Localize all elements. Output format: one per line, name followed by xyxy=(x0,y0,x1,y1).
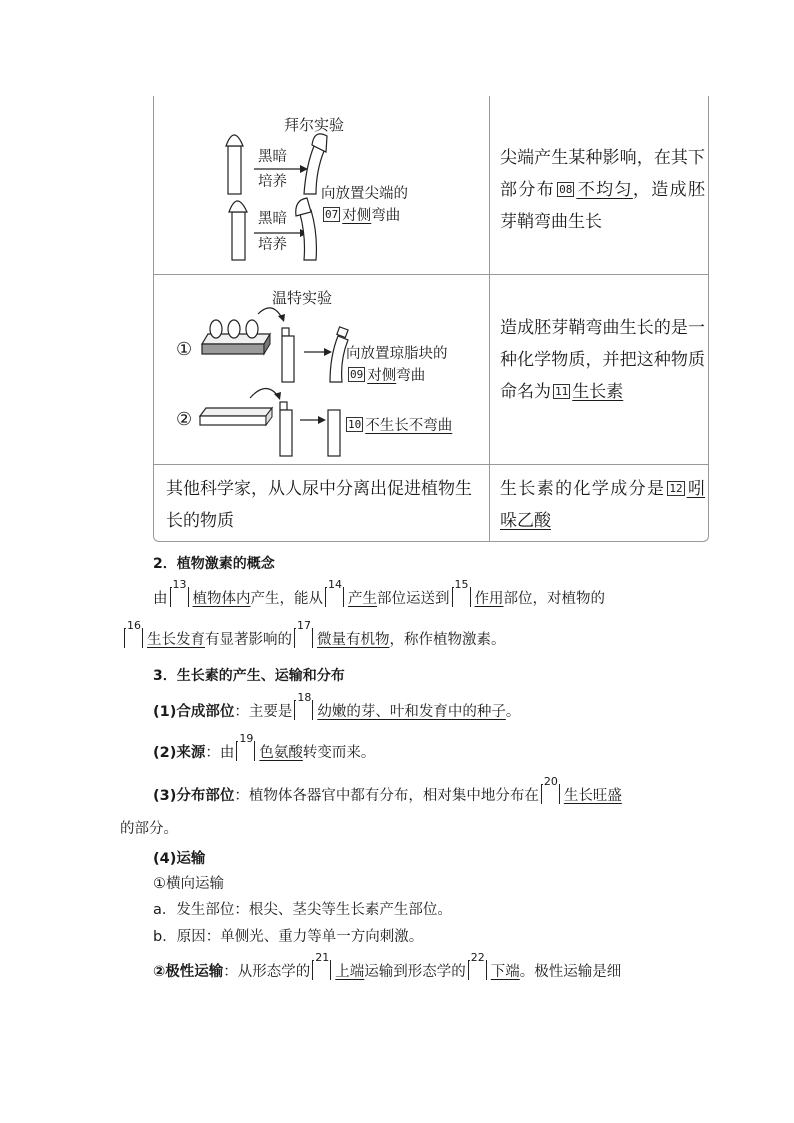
label-dark: 黑暗 xyxy=(258,211,287,227)
blank-number: 07 xyxy=(325,208,339,221)
went-title: 温特实验 xyxy=(272,289,333,307)
blank-number: 11 xyxy=(555,385,569,398)
blank-box: 21 xyxy=(312,960,331,980)
section-heading: 3．生长素的产生、运输和分布 xyxy=(153,668,345,684)
label-culture: 培养 xyxy=(258,237,287,253)
answer: 植物体内 xyxy=(192,591,251,607)
paal-result: 07 对侧弯曲 xyxy=(325,208,401,224)
blank-number: 10 xyxy=(348,418,362,431)
text-line: ①横向运输 xyxy=(153,876,224,892)
answer: 上端 xyxy=(335,964,365,980)
blank-box: 13 xyxy=(170,587,189,607)
paal-conclusion: 尖端产生某种影响，在其下部分布 08 不均匀，造成胚芽鞘弯曲生长 xyxy=(500,148,705,232)
blank-number: 08 xyxy=(559,183,573,196)
blank-box: 14 xyxy=(325,587,344,607)
went-result1-pre: 向放置琼脂块的 xyxy=(346,346,448,362)
text-line: (2)来源：由 19 色氨酸转变而来。 xyxy=(153,732,376,761)
blank-number: 09 xyxy=(350,368,364,381)
went-conclusion: 造成胚芽鞘弯曲生长的是一种化学物质，并把这种物质命名为 11 生长素 xyxy=(500,318,705,402)
blank-box: 22 xyxy=(468,960,487,980)
answer: 下端 xyxy=(490,964,520,980)
text-line: (3)分布部位：植物体各器官中都有分布，相对集中地分布在 20 生长旺盛 xyxy=(153,775,622,804)
answer: 不均匀 xyxy=(576,180,633,200)
section-heading: 2．植物激素的概念 xyxy=(153,556,275,572)
answer: 生长发育 xyxy=(147,632,205,648)
blank-box: 15 xyxy=(452,587,471,607)
label-dark: 黑暗 xyxy=(258,149,287,165)
text-line: (4)运输 xyxy=(153,851,206,867)
text-line: (1)合成部位：主要是 18 幼嫩的芽、叶和发育中的种子。 xyxy=(153,691,521,720)
experiment-table xyxy=(153,96,709,542)
text-line: 由 13 植物体内产生，能从 14 产生部位运送到 15 作用部位，对植物的 xyxy=(153,578,605,607)
answer: 不生长不弯曲 xyxy=(365,418,453,434)
answer: 生长旺盛 xyxy=(563,788,622,804)
blank-number: 12 xyxy=(669,482,683,495)
blank-box: 17 xyxy=(294,628,313,648)
answer: 作用 xyxy=(474,591,504,607)
text-line: b．原因：单侧光、重力等单一方向刺激。 xyxy=(153,929,424,945)
answer: 色氨酸 xyxy=(259,745,303,761)
went-result2 xyxy=(344,414,452,435)
answer: 生长素 xyxy=(572,382,624,402)
blank-box: 19 xyxy=(236,741,255,761)
answer: 对侧 xyxy=(342,208,372,224)
answer: 幼嫩的芽、叶和发育中的种子 xyxy=(317,704,506,720)
answer: 微量有机物 xyxy=(317,632,390,648)
answer: 产生 xyxy=(348,591,377,607)
answer: 吲哚乙酸 xyxy=(500,479,705,531)
blank-box: 18 xyxy=(294,700,313,720)
answer: 对侧 xyxy=(367,368,397,384)
blank-box: 16 xyxy=(124,628,143,648)
blank-box: 20 xyxy=(541,784,560,804)
went-result1: 09 对侧弯曲 xyxy=(350,368,426,384)
marker-1: ① xyxy=(176,339,193,360)
iaa-composition: 生长素的化学成分是 12 吲哚乙酸 xyxy=(500,479,705,531)
label-culture: 培养 xyxy=(258,174,287,190)
text-line: 16 生长发育有显著影响的 17 微量有机物，称作植物激素。 xyxy=(122,628,506,649)
paal-result-pre: 向放置尖端的 xyxy=(321,186,408,202)
marker-2: ② xyxy=(176,409,193,430)
row-divider xyxy=(154,464,708,465)
text-line: ②极性运输：从形态学的 21 上端运输到形态学的 22 下端。极性运输是细 xyxy=(153,951,622,980)
paal-title: 拜尔实验 xyxy=(284,116,345,134)
other-scientists: 其他科学家，从人尿中分离出促进植物生长的物质 xyxy=(166,479,472,531)
column-divider xyxy=(489,96,490,541)
text-line: a．发生部位：根尖、茎尖等生长素产生部位。 xyxy=(153,902,452,918)
text-line: 的部分。 xyxy=(120,821,178,837)
